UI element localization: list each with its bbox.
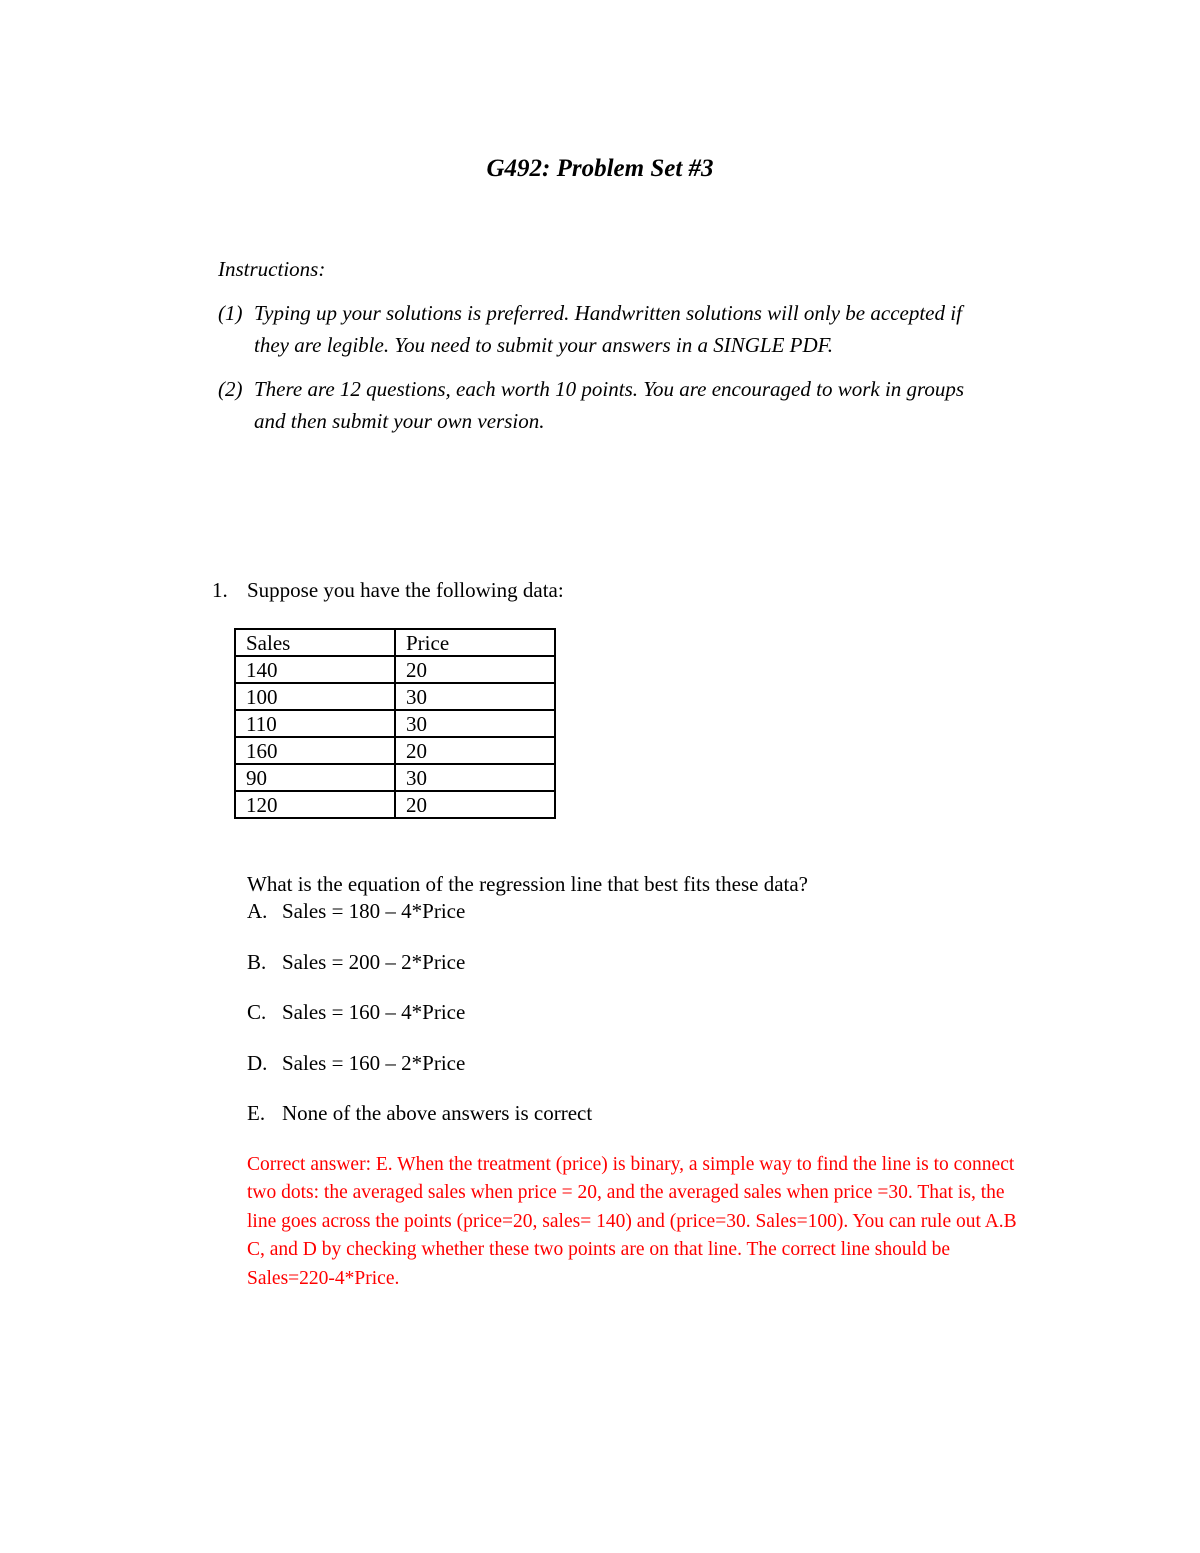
instruction-text: There are 12 questions, each worth 10 points. You are encouraged to work in groups and then submit your own version. (254, 377, 965, 433)
table-cell: 20 (395, 737, 555, 764)
table-row (235, 791, 555, 818)
table-header-row (235, 629, 555, 656)
option-letter: B. (247, 949, 267, 974)
table-cell: 110 (235, 710, 395, 737)
table-row (235, 656, 555, 683)
option-letter: D. (247, 1050, 268, 1075)
question-intro-text: Suppose you have the following data: (247, 578, 564, 602)
table-row (235, 683, 555, 710)
table-cell: 140 (235, 656, 395, 683)
instruction-text: Typing up your solutions is preferred. Handwritten solutions will only be accepted if they are legible. You need to submit your answers in a SINGLE PDF. (254, 301, 962, 357)
sales-price-table (234, 628, 556, 819)
table-cell: 120 (235, 791, 395, 818)
instruction-number: (2) (218, 377, 243, 401)
instructions-heading: Instructions: (218, 257, 326, 281)
table-cell: 30 (395, 683, 555, 710)
option-letter: C. (247, 1000, 267, 1024)
table-header-cell: Price (395, 629, 555, 656)
table-cell: 30 (395, 764, 555, 791)
table-row (235, 710, 555, 737)
question-text: What is the equation of the regression line that best fits these data? (247, 872, 808, 896)
table-header-cell: Sales (235, 629, 395, 656)
table-cell: 160 (235, 737, 395, 764)
option-text: Sales = 200 – 2*Price (282, 949, 466, 974)
option-letter: E. (247, 1101, 266, 1125)
option-text: Sales = 180 – 4*Price (282, 899, 466, 923)
instruction-number: (1) (218, 301, 243, 325)
option-text: Sales = 160 – 4*Price (282, 1000, 466, 1024)
table-cell: 90 (235, 764, 395, 791)
table-cell: 30 (395, 710, 555, 737)
table-row (235, 764, 555, 791)
table-cell: 100 (235, 683, 395, 710)
table-cell: 20 (395, 791, 555, 818)
option-text: Sales = 160 – 2*Price (282, 1050, 466, 1075)
table-cell: 20 (395, 656, 555, 683)
option-letter: A. (247, 899, 268, 923)
instructions-section (218, 253, 978, 449)
question-number: 1. (212, 578, 228, 602)
table-row (235, 737, 555, 764)
document-title: G492: Problem Set #3 (486, 155, 714, 182)
correct-answer-explanation: Correct answer: E. When the treatment (price) is binary, a simple way to find the line is to connect two dots: the averaged sales when price = 20, and the averaged sales when price =30. That is, the line goes across the points (price=20, sales= 140) and (price=30. Sales=100). You can rule out A.B C, and D by checking whether these two points are on that line. The correct line should be Sales=220-4*Price. (247, 1154, 1017, 1289)
option-text: None of the above answers is correct (282, 1101, 593, 1125)
instruction-item (218, 373, 978, 437)
instruction-item (218, 297, 978, 361)
